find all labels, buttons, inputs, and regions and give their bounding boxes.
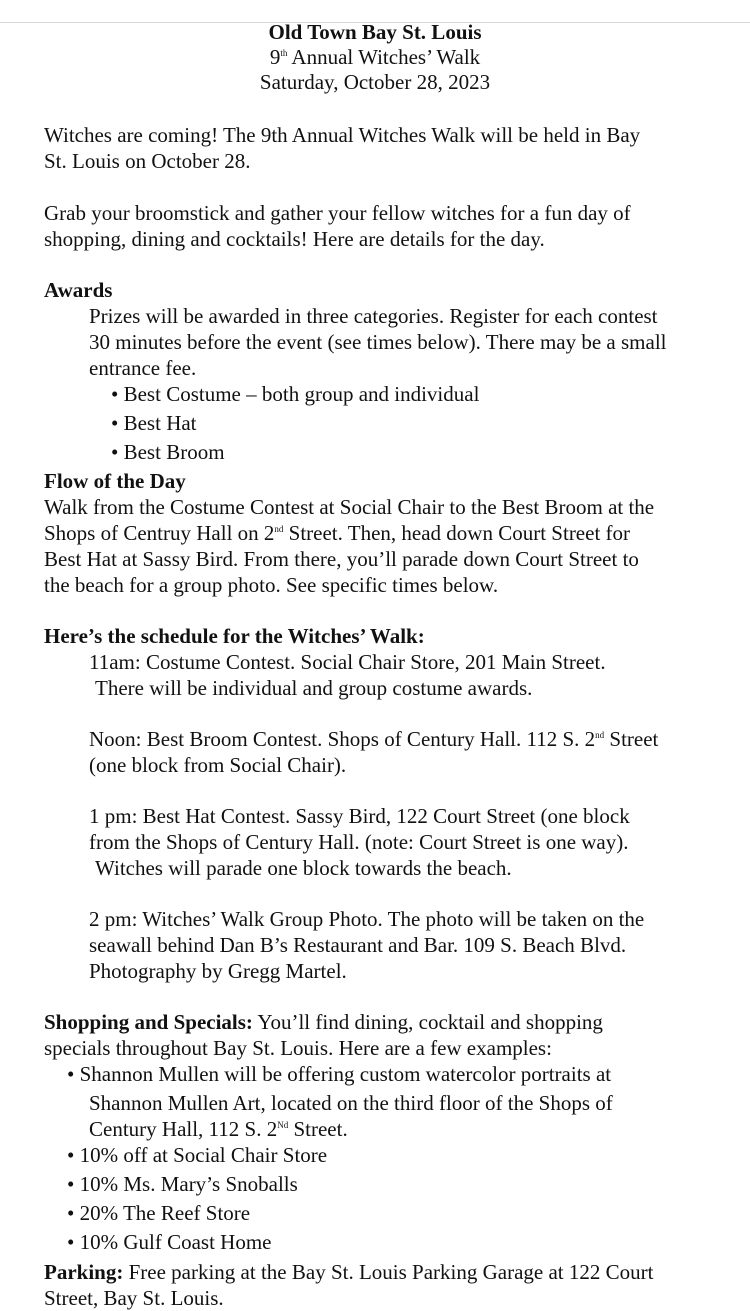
flow-text-line-3: Best Hat at Sassy Bird. From there, you’ll parade down Court Street to	[44, 547, 639, 571]
schedule-hat-line-3: Witches will parade one block towards the beach.	[95, 856, 512, 880]
schedule-photo-line-3: Photography by Gregg Martel.	[89, 959, 347, 983]
list-item: • Best Broom	[111, 440, 225, 464]
awards-text-line-2: 30 minutes before the event (see times below). There may be a small	[89, 330, 667, 354]
flow-text-line-4: the beach for a group photo. See specific times below.	[44, 573, 499, 597]
header-title: Old Town Bay St. Louis	[268, 20, 482, 44]
schedule-broom-line-2: (one block from Social Chair).	[89, 753, 347, 777]
shopping-heading: Shopping and Specials:	[44, 1010, 253, 1034]
shopping-line-2: specials throughout Bay St. Louis. Here are a few examples:	[44, 1036, 552, 1060]
list-item: • 10% off at Social Chair Store	[67, 1143, 328, 1167]
intro-paragraph-1-line-2: St. Louis on October 28.	[44, 149, 251, 173]
schedule-hat-line-2: from the Shops of Century Hall. (note: Court Street is one way).	[89, 830, 629, 854]
shopping-line-1: Shopping and Specials: You’ll find dining, cocktail and shopping	[44, 1010, 603, 1034]
list-item: • Best Costume – both group and individual	[111, 382, 480, 406]
list-item: • Shannon Mullen will be offering custom watercolor portraits at	[67, 1062, 612, 1086]
intro-paragraph-2-line-2: shopping, dining and cocktails! Here are details for the day.	[44, 227, 545, 251]
parking-heading: Parking:	[44, 1260, 124, 1284]
list-item: • 10% Ms. Mary’s Snoballs	[67, 1172, 298, 1196]
awards-text-line-3: entrance fee.	[89, 356, 197, 380]
schedule-costume-line-1: 11am: Costume Contest. Social Chair Store, 201 Main Street.	[89, 650, 606, 674]
header-date: Saturday, October 28, 2023	[259, 70, 491, 94]
list-item: • 20% The Reef Store	[67, 1201, 251, 1225]
shopping-bullet-1-line-2: Shannon Mullen Art, located on the third floor of the Shops of	[89, 1091, 613, 1115]
flow-heading: Flow of the Day	[44, 469, 186, 493]
parking-line-1: Parking: Free parking at the Bay St. Louis Parking Garage at 122 Court	[44, 1260, 654, 1284]
flow-text-line-2: Shops of Centruy Hall on 2nd Street. Then, head down Court Street for	[44, 521, 631, 545]
header-subtitle: 9th Annual Witches’ Walk	[269, 45, 481, 69]
flow-text-line-1: Walk from the Costume Contest at Social Chair to the Best Broom at the	[44, 495, 655, 519]
intro-paragraph-1-line-1: Witches are coming! The 9th Annual Witches Walk will be held in Bay	[44, 123, 641, 147]
intro-paragraph-2-line-1: Grab your broomstick and gather your fellow witches for a fun day of	[44, 201, 631, 225]
schedule-photo-line-2: seawall behind Dan B’s Restaurant and Bar. 109 S. Beach Blvd.	[89, 933, 627, 957]
schedule-broom-line-1: Noon: Best Broom Contest. Shops of Century Hall. 112 S. 2nd Street	[89, 727, 659, 751]
list-item: • 10% Gulf Coast Home	[67, 1230, 272, 1254]
shopping-bullet-1-line-3: Century Hall, 112 S. 2Nd Street.	[89, 1117, 348, 1141]
document-header	[0, 20, 750, 95]
schedule-hat-line-1: 1 pm: Best Hat Contest. Sassy Bird, 122 Court Street (one block	[89, 804, 630, 828]
awards-text-line-1: Prizes will be awarded in three categories. Register for each contest	[89, 304, 658, 328]
schedule-costume-line-2: There will be individual and group costume awards.	[95, 676, 533, 700]
schedule-photo-line-1: 2 pm: Witches’ Walk Group Photo. The photo will be taken on the	[89, 907, 645, 931]
awards-heading: Awards	[44, 278, 113, 302]
list-item: • Best Hat	[111, 411, 197, 435]
parking-line-2: Street, Bay St. Louis.	[44, 1286, 224, 1310]
schedule-heading: Here’s the schedule for the Witches’ Walk:	[44, 624, 425, 648]
